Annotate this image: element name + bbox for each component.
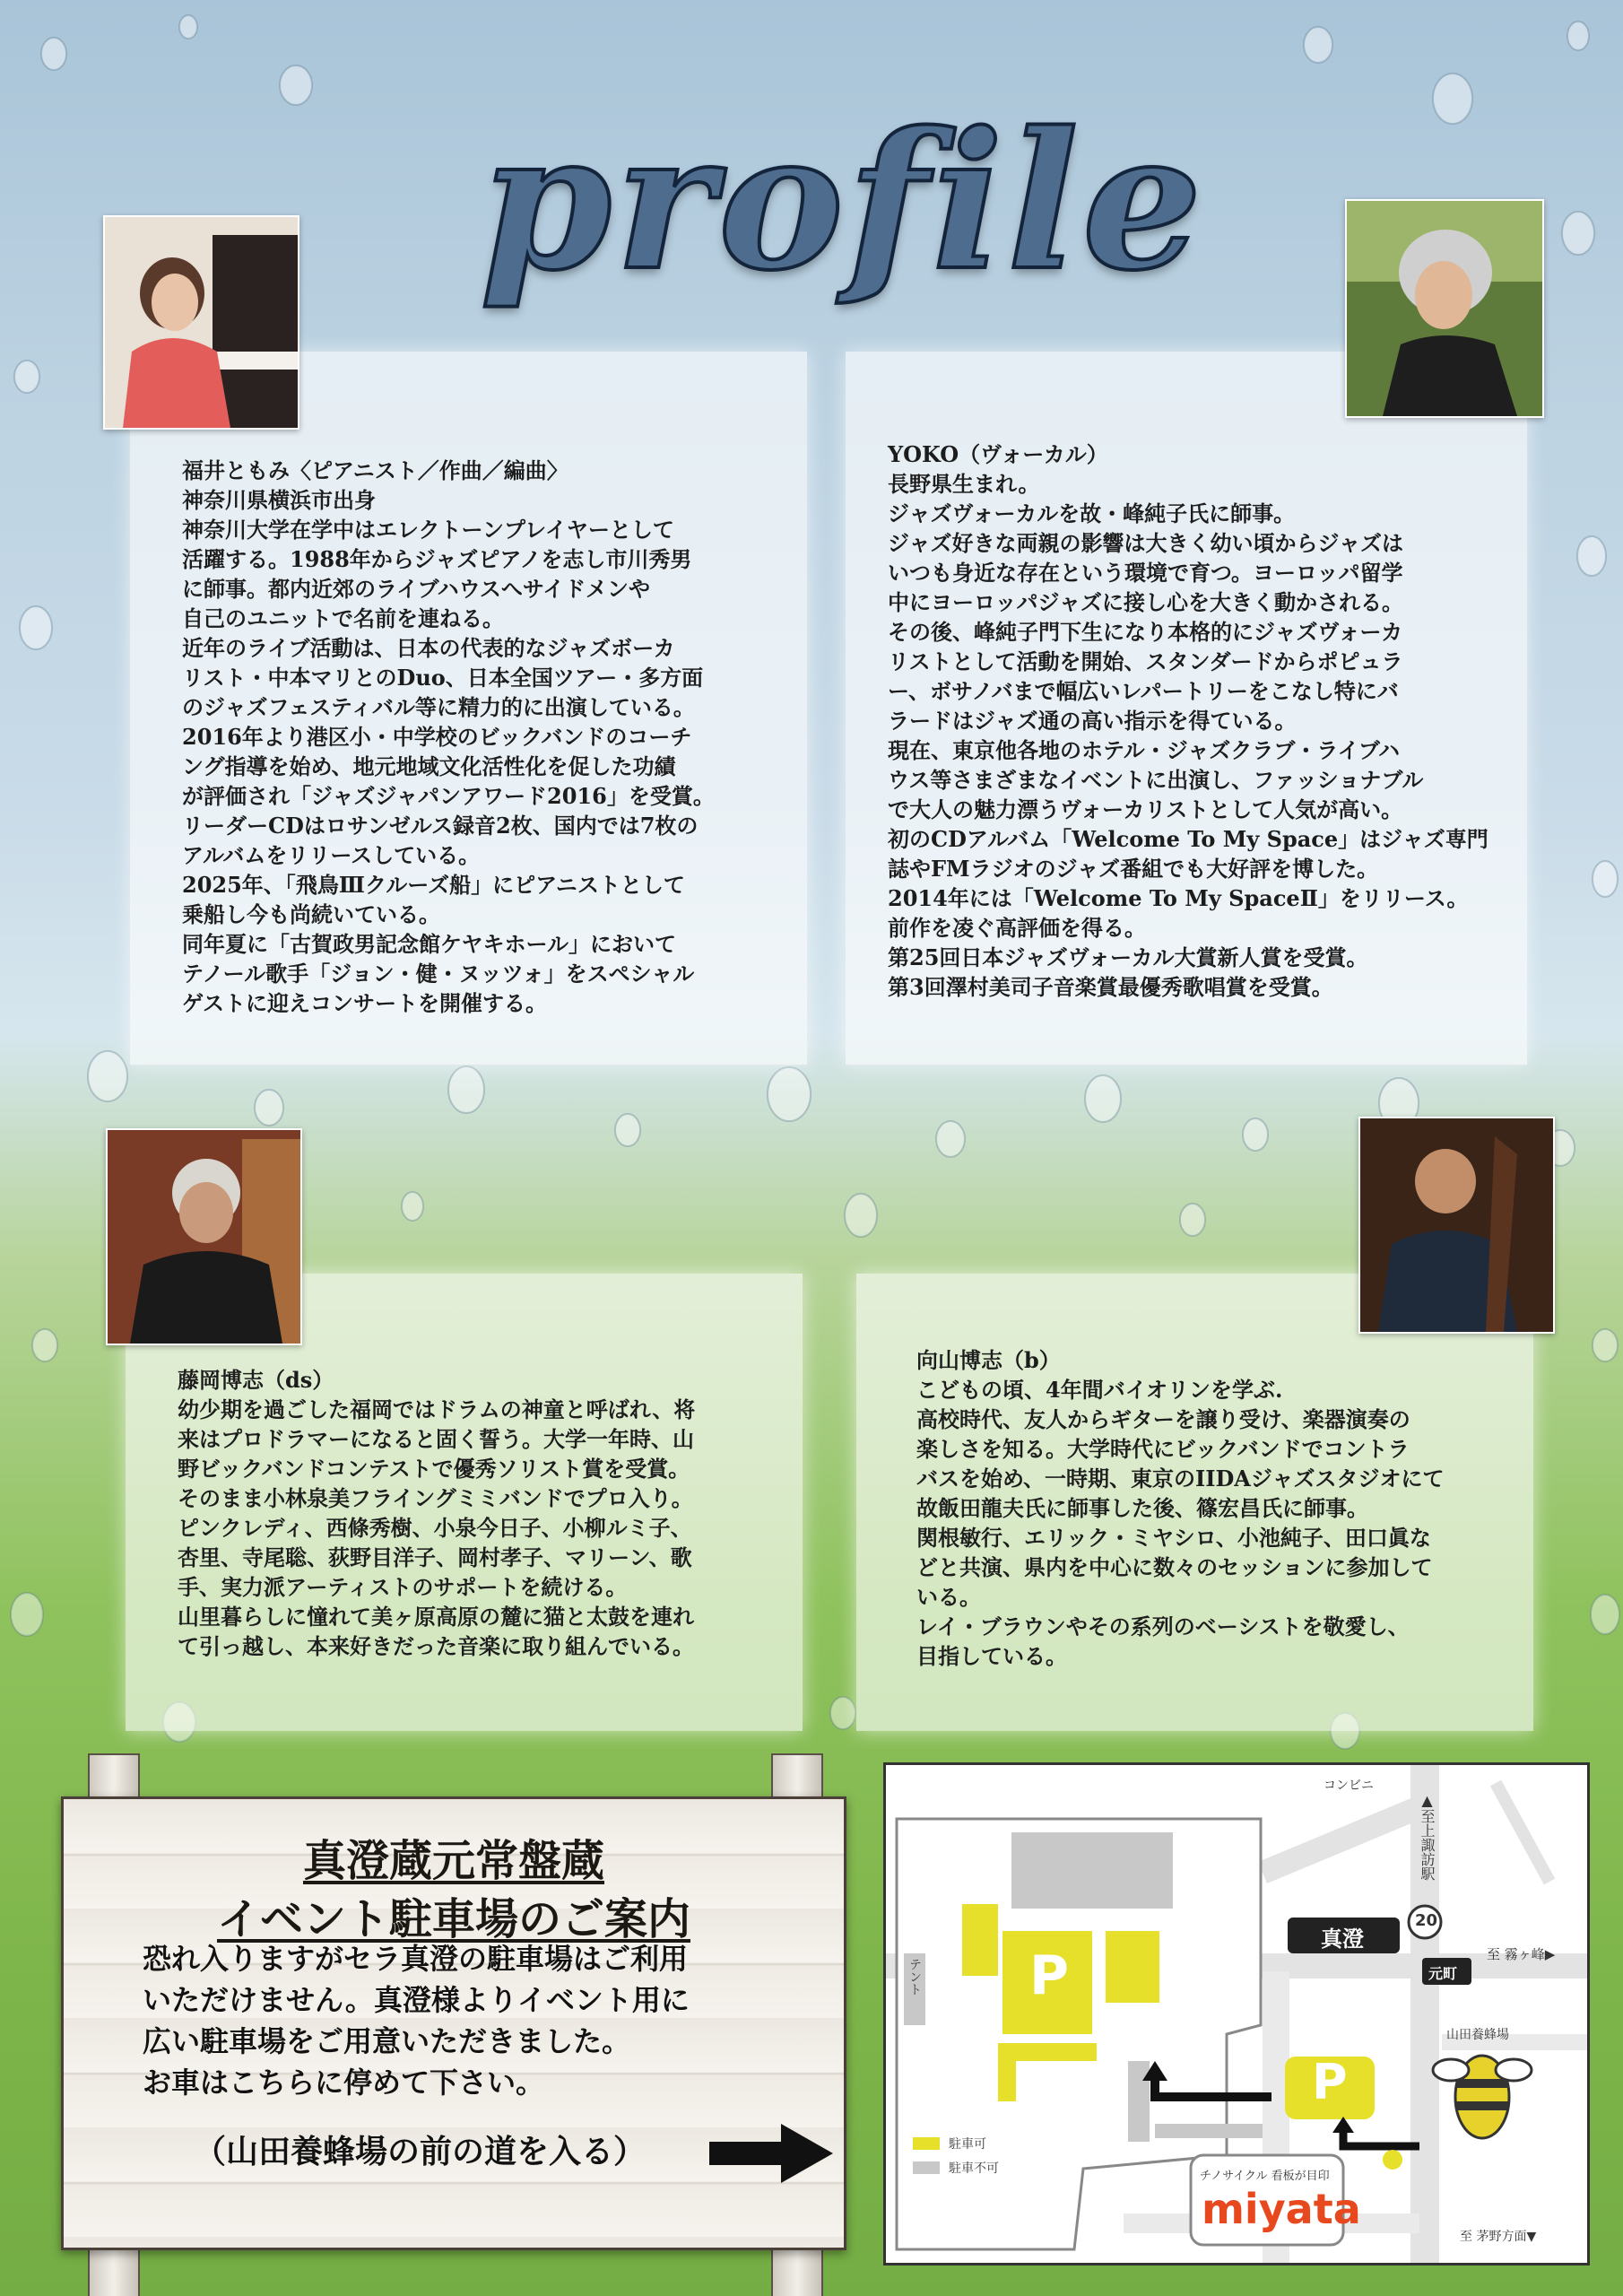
map-label-to-kirigamine: 至 霧ヶ峰▶	[1487, 1946, 1556, 1962]
bio-yoko: YOKO（ヴォーカル） 長野県生まれ。 ジャズヴォーカルを故・峰純子氏に師事。 ジャズ好きな両親の影響は大きく幼い頃からジャズは いつも身近な存在という環境で育つ。ヨーロッパ留学 中にヨーロッパジャズに接し心を大きく動かされる。 その後、峰純子門下生になり本格的にジャズヴォーカ リストとして活動を開始、スタンダードからポピュラ ー、ボサノバまで幅広いレパートリーをこなし特にバ ラードはジャズ通の高い指示を得ている。 現在、東京他各地のホテル・ジャズクラブ・ライブハ ウス等さまざまなイベントに出演し、ファッショナブル で大人の魅力漂うヴォーカリストとして人気が高い。 初のCDアルバム「Welcome To My Space」はジャズ専門 誌やFMラジオのジャズ番組でも大好評を博した。 2014年には「Welcome To My SpaceⅡ」をリリース。 前作を凌ぐ高評価を得る。 第25回日本ジャズヴォーカル大賞新人賞を受賞。 第3回澤村美司子音楽賞最優秀歌唱賞を受賞。	[888, 441, 1488, 1000]
legend-available: 駐車可	[949, 2137, 986, 2152]
parking-map	[883, 1762, 1590, 2266]
photo-mukaiyama	[1358, 1117, 1555, 1334]
photo-fukui	[103, 215, 299, 430]
bio-fujioka: 藤岡博志（ds） 幼少期を過ごした福岡ではドラムの神童と呼ばれ、将 来はプロドラマーになると固く誓う。大学一年時、山 野ビックバンドコンテストで優秀ソリスト賞を受賞。 そのまま小林泉美フライングミミバンドでプロ入り。 ピンクレディ、西條秀樹、小泉今日子、小柳ルミ子、 杏里、寺尾聡、荻野目洋子、岡村孝子、マリーン、歌 手、実力派アーティストのサポートを続ける。 山里暮らしに憧れて美ヶ原高原の麓に猫と太鼓を連れ て引っ越し、本来好きだった音楽に取り組んでいる。	[178, 1367, 696, 1659]
sign-body: 恐れ入りますがセラ真澄の駐車場はご利用 いただけません。真澄様よりイベント用に 広い駐車場をご用意いただきました。 お車はこちらに停めて下さい。	[143, 1942, 690, 2100]
shop-name: miyata	[1202, 2185, 1361, 2233]
map-label-tent: テント	[907, 1958, 922, 1996]
sign-direction: （山田養蜂場の前の道を入る）	[194, 2134, 647, 2170]
photo-yoko	[1345, 199, 1544, 418]
photo-fujioka	[106, 1128, 302, 1345]
map-label-route20: 20	[1415, 1911, 1438, 1930]
sign-title-line1: 真澄蔵元常盤蔵	[302, 1836, 604, 1886]
bio-mukaiyama: 向山博志（b） こどもの頃、4年間バイオリンを学ぶ. 高校時代、友人からギターを譲り受け、楽器演奏の 楽しさを知る。大学時代にビックバンドでコントラ バスを始め、一時期、東京のIIDAジャズスタジオにて 故飯田龍夫氏に師事した後、篠宏昌氏に師事。 関根敏行、エリック・ミヤシロ、小池純子、田口眞な どと共演、県内を中心に数々のセッションに参加して いる。 レイ・ブラウンやその系列のベーシストを敬愛し、 目指している。	[916, 1347, 1445, 1669]
parking-letter-main: P	[1029, 1944, 1069, 2007]
map-label-yamada: 山田養蜂場	[1446, 2028, 1509, 2042]
legend-unavailable: 駐車不可	[949, 2161, 999, 2176]
map-label-to-kamisuwa: ▲至上諏訪駅	[1419, 1792, 1436, 1881]
map-label-masumi: 真澄	[1321, 1926, 1364, 1952]
sign-title-line2: イベント駐車場のご案内	[216, 1894, 690, 1944]
sign-board	[61, 1796, 846, 2250]
parking-letter-side: P	[1312, 2054, 1348, 2110]
map-label-to-chino: 至 茅野方面▼	[1460, 2230, 1537, 2244]
page-title: profile	[480, 91, 1206, 312]
parking-sign	[54, 1753, 852, 2296]
bio-fukui: 福井ともみ〈ピアニスト／作曲／編曲〉 神奈川県横浜市出身 神奈川大学在学中はエレクトーンプレイヤーとして 活躍する。1988年からジャズピアノを志し市川秀男 に師事。都内近郊のライブハウスへサイドメンや 自己のユニットで名前を連ねる。 近年のライブ活動は、日本の代表的なジャズボーカ リスト・中本マリとのDuo、日本全国ツアー・多方面 のジャズフェスティバル等に精力的に出演している。 2016年より港区小・中学校のビックバンドのコーチ ング指導を始め、地元地域文化活性化を促した功績 が評価され「ジャズジャパンアワード2016」を受賞。 リーダーCDはロサンゼルス録音2枚、国内では7枚の アルバムをリリースしている。 2025年、「飛鳥Ⅲクルーズ船」にピアニストとして 乗船し今も尚続いている。 同年夏に「古賀政男記念館ケヤキホール」において テノール歌手「ジョン・健・ヌッツォ」をスペシャル ゲストに迎えコンサートを開催する。	[182, 457, 715, 1016]
map-label-convenience: コンビニ	[1324, 1779, 1374, 1793]
shop-caption: チノサイクル 看板が目印	[1200, 2170, 1330, 2183]
map-label-motomachi: 元町	[1428, 1965, 1458, 1982]
arrow-right-icon	[709, 2122, 835, 2185]
